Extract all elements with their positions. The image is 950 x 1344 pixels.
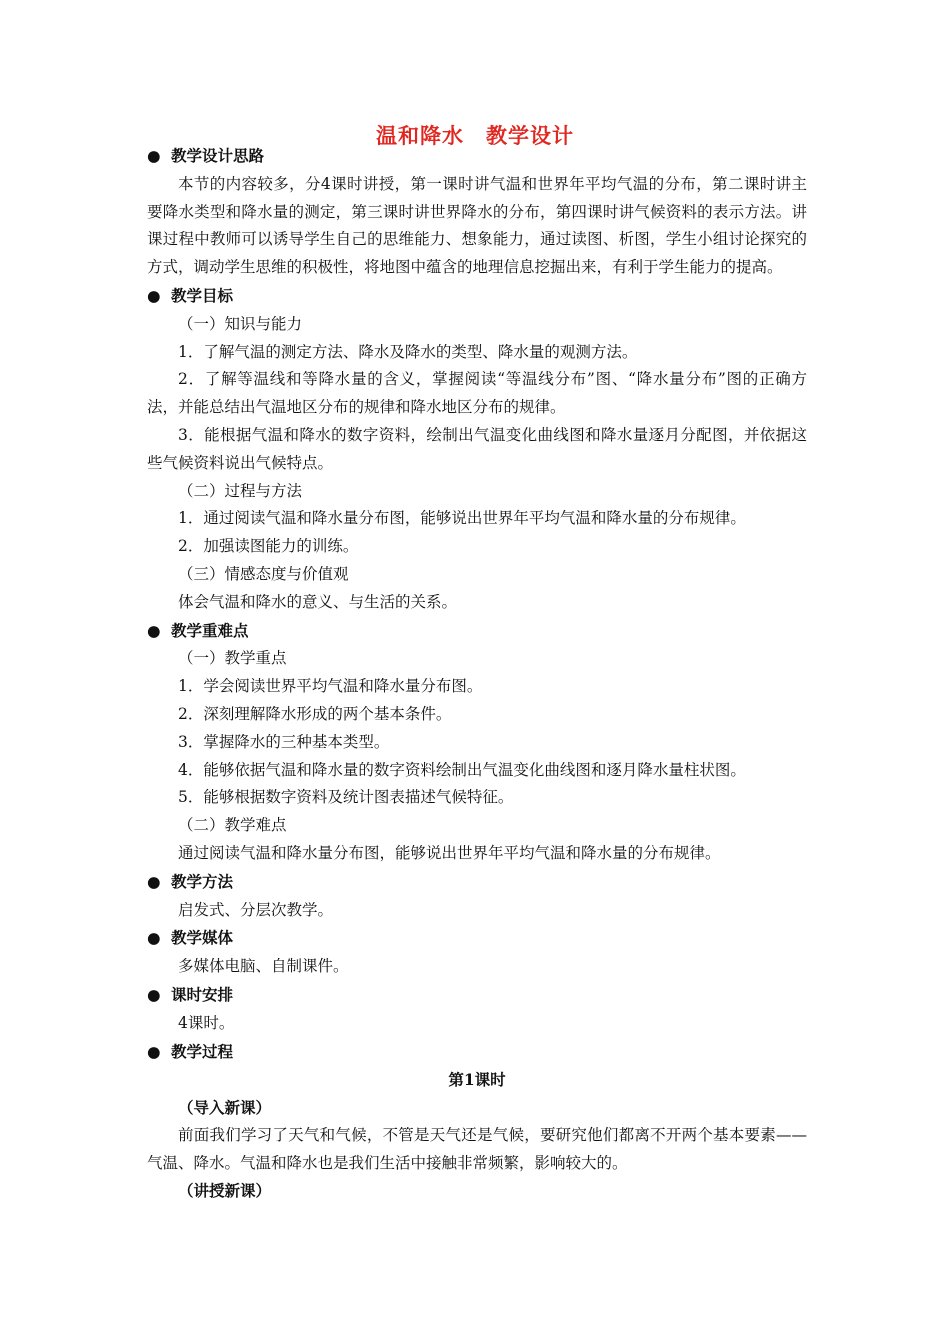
section-heading-goals: ● 教学目标 — [147, 282, 807, 311]
list-item: 2．了解等温线和等降水量的含义，掌握阅读“等温线分布”图、“降水量分布”图的正确方法，并能总结出气温地区分布的规律和降水地区分布的规律。 — [147, 370, 807, 417]
list-item: 通过阅读气温和降水量分布图，能够说出世界年平均气温和降水量的分布规律。 — [178, 843, 721, 862]
list-item: 2．深刻理解降水形成的两个基本条件。 — [178, 704, 452, 723]
lesson-title: 第1课时 — [448, 1070, 506, 1090]
list-item: 5．能够根据数字资料及统计图表描述气候特征。 — [178, 788, 514, 807]
bullet-icon: ● — [147, 147, 161, 165]
list-item: 1．通过阅读气温和降水量分布图，能够说出世界年平均气温和降水量的分布规律。 — [178, 509, 746, 528]
bullet-icon: ● — [147, 286, 161, 305]
paragraph-schedule: 4课时。 — [178, 1013, 235, 1032]
document-title: 温和降水 教学设计 — [376, 123, 574, 148]
bullet-icon: ● — [147, 985, 161, 1004]
list-item: 3．掌握降水的三种基本类型。 — [178, 732, 390, 751]
subheading-knowledge: （一）知识与能力 — [178, 314, 303, 333]
paragraph-methods: 启发式、分层次教学。 — [178, 900, 334, 919]
list-item: 1．了解气温的测定方法、降水及降水的类型、降水量的观测方法。 — [178, 342, 638, 361]
list-item: 1．学会阅读世界平均气温和降水量分布图。 — [178, 677, 483, 696]
paragraph-media: 多媒体电脑、自制课件。 — [178, 957, 349, 976]
list-item: 体会气温和降水的意义、与生活的关系。 — [178, 592, 458, 611]
subheading-key: （一）教学重点 — [178, 649, 287, 668]
bullet-icon: ● — [147, 872, 161, 891]
list-item: 4．能够依据气温和降水量的数字资料绘制出气温变化曲线图和逐月降水量柱状图。 — [178, 760, 746, 779]
document-body — [147, 142, 807, 1205]
new-lesson-label: （讲授新课） — [178, 1181, 272, 1201]
list-item: 3．能根据气温和降水的数字资料，绘制出气温变化曲线图和降水量逐月分配图，并依据这些气候资料说出气候特点。 — [147, 425, 807, 472]
paragraph-thinking: 本节的内容较多，分4课时讲授，第一课时讲气温和世界年平均气温的分布，第二课时讲主要降水类型和降水量的测定，第三课时讲世界降水的分布，第四课时讲气候资料的表示方法。讲课过程中教师可以诱导学生自己的思维能力、想象能力，通过读图、析图，学生小组讨论探究的方式，调动学生思维的积极性，将地图中蕴含的地理信息挖掘出来，有利于学生能力的提高。 — [147, 174, 807, 277]
bullet-icon: ● — [147, 621, 161, 640]
section-heading-process: ● 教学过程 — [147, 1038, 807, 1067]
subheading-difficult: （二）教学难点 — [178, 816, 287, 835]
section-heading-thinking: ● 教学设计思路 — [147, 142, 807, 171]
paragraph-intro: 前面我们学习了天气和气候，不管是天气还是气候，要研究他们都离不开两个基本要素——气温、降水。气温和降水也是我们生活中接触非常频繁，影响较大的。 — [147, 1125, 807, 1172]
subheading-attitude: （三）情感态度与价值观 — [178, 564, 349, 583]
intro-label: （导入新课） — [178, 1098, 272, 1118]
section-heading-key-points: ● 教学重难点 — [147, 617, 807, 646]
section-heading-media: ● 教学媒体 — [147, 924, 807, 953]
bullet-icon: ● — [147, 929, 161, 948]
bullet-icon: ● — [147, 1042, 161, 1061]
subheading-process: （二）过程与方法 — [178, 481, 303, 500]
list-item: 2．加强读图能力的训练。 — [178, 537, 359, 556]
section-heading-schedule: ● 课时安排 — [147, 981, 807, 1010]
section-heading-methods: ● 教学方法 — [147, 868, 807, 897]
